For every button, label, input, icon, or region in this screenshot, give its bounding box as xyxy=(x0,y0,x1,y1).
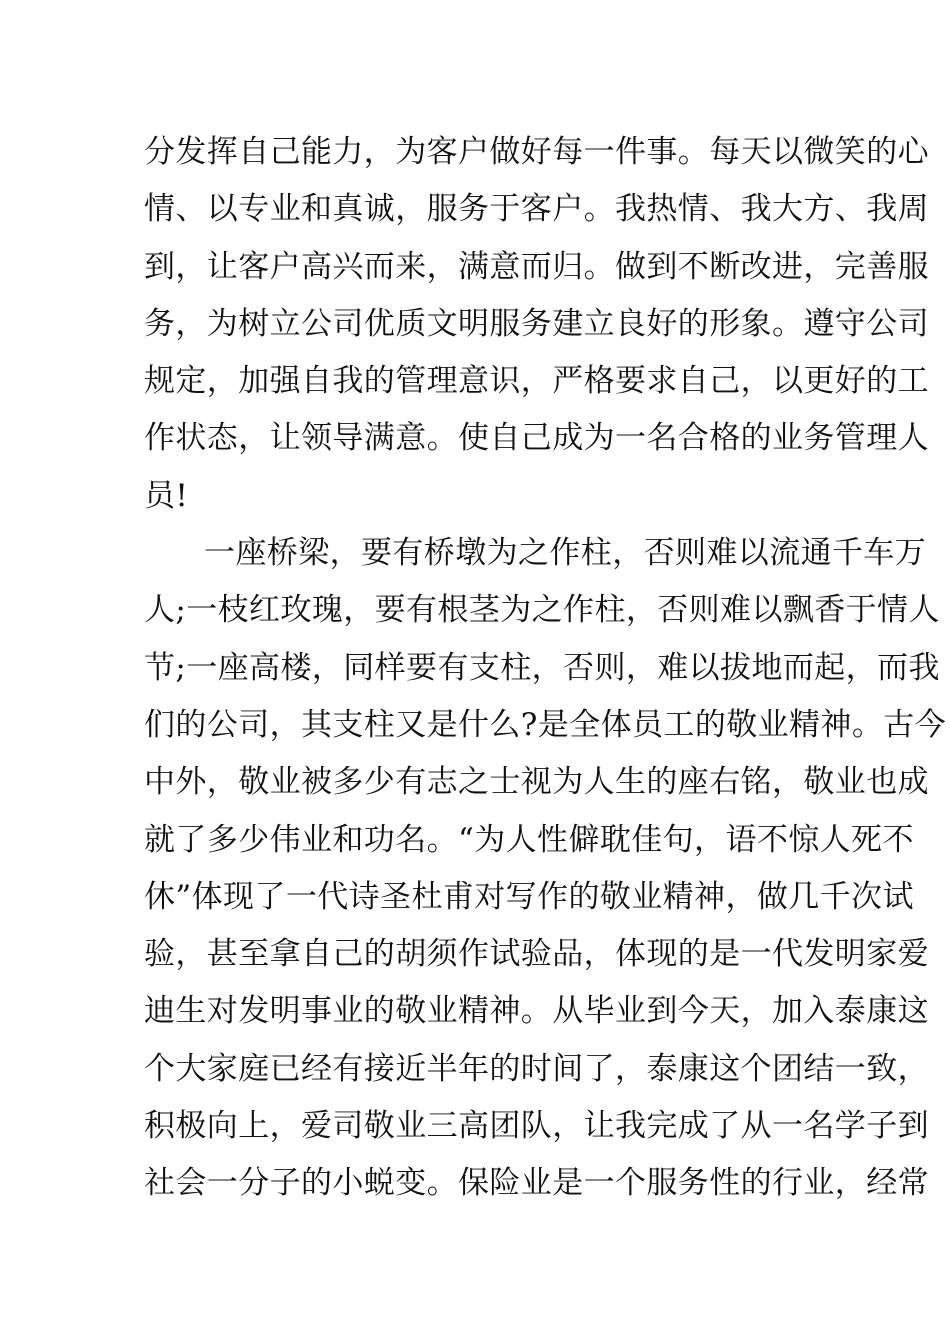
text-line: 分发挥自己能力，为客户做好每一件事。每天以微笑的心 xyxy=(144,134,929,170)
text-line: 务，为树立公司优质文明服务建立良好的形象。遵守公司 xyxy=(144,305,929,342)
text-line: 休”体现了一代诗圣杜甫对写作的敬业精神，做几千次试 xyxy=(144,878,914,915)
text-line: 社会一分子的小蜕变。保险业是一个服务性的行业，经常 xyxy=(144,1165,929,1202)
document-body xyxy=(0,124,950,1213)
text-line: 作状态，让领导满意。使自己成为一名合格的业务管理人 xyxy=(144,420,929,457)
text-line: 们的公司，其支柱又是什么?是全体员工的敬业精神。古今 xyxy=(144,706,947,743)
text-line: 个大家庭已经有接近半年的时间了，泰康这个团结一致， xyxy=(144,1050,929,1087)
text-line: 验，甚至拿自己的胡须作试验品，体现的是一代发明家爱 xyxy=(144,936,929,973)
text-line: 情、以专业和真诚，服务于客户。我热情、我大方、我周 xyxy=(144,191,929,228)
text-line: 迪生对发明事业的敬业精神。从毕业到今天，加入泰康这 xyxy=(144,993,929,1030)
text-line: 就了多少伟业和功名。“为人性僻耽佳句，语不惊人死不 xyxy=(144,821,914,858)
text-line: 人;一枝红玫瑰，要有根茎为之作柱，否则难以飘香于情人 xyxy=(144,592,940,629)
text-line: 到，让客户高兴而来，满意而归。做到不断改进，完善服 xyxy=(144,248,929,285)
text-line: 规定，加强自我的管理意识，严格要求自己，以更好的工 xyxy=(144,363,929,400)
text-line: 员! xyxy=(144,477,189,514)
text-line: 节;一座高楼，同样要有支柱，否则，难以拔地而起，而我 xyxy=(144,649,940,686)
text-line: 积极向上，爱司敬业三高团队，让我完成了从一名学子到 xyxy=(144,1108,929,1145)
paragraph-first-line: 一座桥梁，要有桥墩为之作柱，否则难以流通千车万 xyxy=(204,535,927,572)
text-line: 中外，敬业被多少有志之士视为人生的座右铭，敬业也成 xyxy=(144,764,929,801)
